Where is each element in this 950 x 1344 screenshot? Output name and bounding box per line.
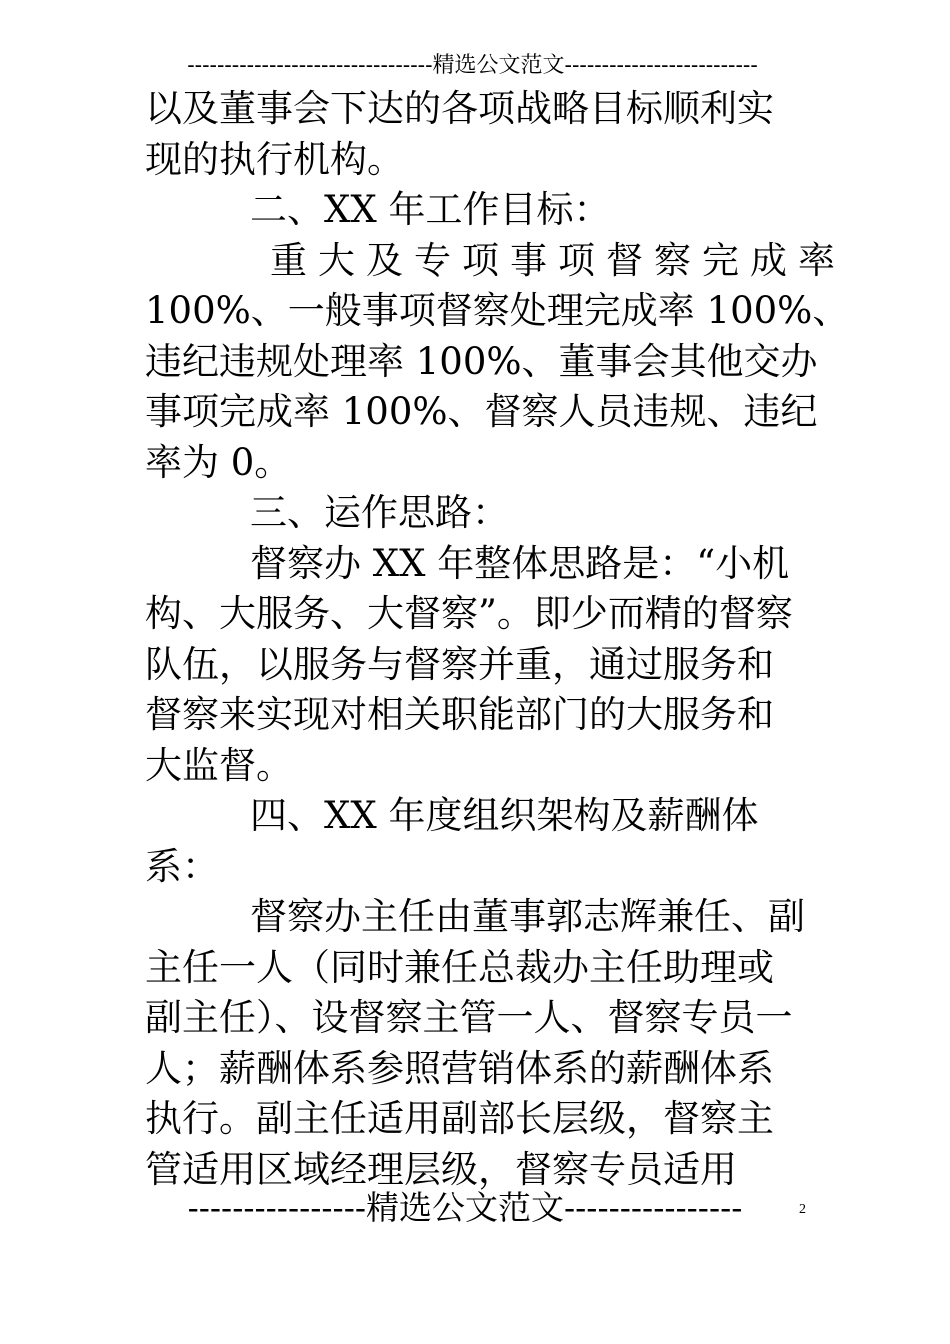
text-line: 以及董事会下达的各项战略目标顺利实 — [145, 87, 774, 130]
body-text — [145, 84, 850, 1195]
text-line: 主任一人（同时兼任总裁办主任助理或 — [145, 945, 774, 989]
text-line: 事项完成率 100%、督察人员违规、违纪 — [145, 390, 818, 433]
text-line: 管适用区域经理层级，督察专员适用 — [145, 1147, 737, 1191]
text-line: 违纪违规处理率 100%、董事会其他交办 — [145, 339, 818, 383]
text-line: 率为 0。 — [145, 440, 292, 484]
text-line: 重大及专项事项督察完成率 — [270, 238, 846, 282]
text-line: 督察办主任由董事郭志辉兼任、副 — [250, 895, 805, 938]
text-line: 队伍，以服务与督察并重，通过服务和 — [145, 642, 774, 686]
text-line: 构、大服务、大督察”。即少而精的督察 — [145, 592, 793, 635]
text-line: 督察来实现对相关职能部门的大服务和 — [145, 693, 774, 736]
page-number: 2 — [799, 1202, 806, 1217]
text-line: 系： — [145, 844, 219, 888]
text-line: 100%、一般事项督察处理完成率 100%、 — [145, 289, 850, 332]
text-line: 人；薪酬体系参照营销体系的薪酬体系 — [145, 1046, 774, 1090]
text-line: 大监督。 — [145, 743, 293, 787]
text-line: 现的执行机构。 — [145, 137, 404, 181]
page-header: ---------------------------------精选公文范文-------------------------- — [187, 53, 758, 78]
text-line: 执行。副主任适用副部长层级，督察主 — [145, 1097, 774, 1140]
section-heading: 三、运作思路： — [250, 491, 509, 534]
text-line: 副主任）、设督察主管一人、督察专员一 — [145, 996, 793, 1039]
section-heading: 四、XX 年度组织架构及薪酬体 — [250, 794, 759, 837]
page-footer: ----------------精选公文范文---------------- — [187, 1188, 743, 1227]
section-heading: 二、XX 年工作目标： — [250, 188, 611, 231]
text-line: 督察办 XX 年整体思路是：“小机 — [250, 541, 790, 585]
